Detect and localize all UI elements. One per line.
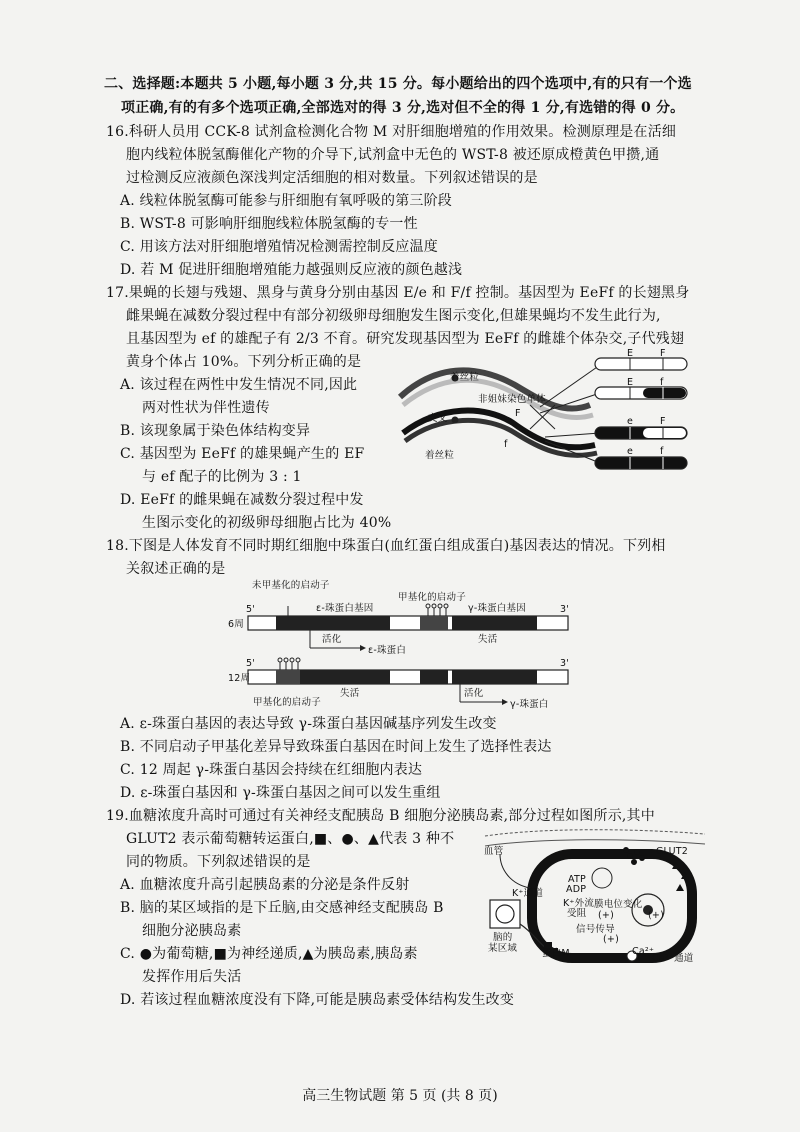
week12-5prime: 5' [246, 658, 256, 669]
q17-stem-line-4: 黄身个体占 10%。下列分析正确的是 [126, 354, 362, 370]
q19-option-b: B. 脑的某区域指的是下丘脑,由交感神经支配胰岛 B [120, 900, 444, 916]
ca-channel-label: Ca²⁺通道 [652, 953, 694, 964]
q17-stem-line-3: 且基因型为 ef 的雄配子有 2/3 不育。研究发现基因型为 EeFf 的雌雄个体杂交,子代残翅 [126, 331, 685, 347]
q17-stem-line-2: 雌果蝇在减数分裂过程中有部分初级卵母细胞发生图示变化,但雄果蝇均不发生此行为, [126, 308, 661, 324]
q19-option-a: A. 血糖浓度升高引起胰岛素的分泌是条件反射 [120, 877, 410, 893]
q16-stem-line-1: 16.科研人员用 CCK-8 试剂盒检测化合物 M 对肝细胞增殖的作用效果。检测原理是在活细 [106, 124, 677, 140]
gamma-protein-label: γ-珠蛋白 [510, 699, 549, 710]
chromatid-3-left: e [627, 416, 634, 427]
q17-option-b: B. 该现象属于染色体结构变异 [120, 423, 311, 439]
week12-label: 12周 [228, 673, 251, 684]
brain-region-label-1: 脑的 [493, 932, 513, 943]
q16-option-a: A. 线粒体脱氢酶可能参与肝细胞有氧呼吸的第三阶段 [120, 193, 453, 209]
k-outflow-label: K⁺外流 [563, 898, 595, 909]
q16-stem-line-3: 过检测反应液颜色深浅判定活细胞的相对数量。下列叙述错误的是 [126, 170, 538, 186]
chromatid-EF [595, 358, 687, 370]
page-footer: 高三生物试题 第 5 页 (共 8 页) [302, 1088, 498, 1104]
label-nonsister-chromatid: 非姐妹染色单体 [478, 394, 546, 405]
q17-option-a: A. 该过程在两性中发生情况不同,因此 [120, 377, 358, 393]
q16-option-b: B. WST-8 可影响肝细胞线粒体脱氢酶的专一性 [120, 216, 418, 232]
week12-activate: 活化 [464, 688, 484, 699]
chromatid-4-left: e [627, 446, 634, 457]
blood-vessel-wall [485, 830, 705, 836]
brain-region-box [490, 900, 520, 928]
chromatid-2-left: E [627, 377, 634, 388]
signal-label: 信号传导 [576, 924, 615, 935]
q17-option-a-cont: 两对性状为伴性遗传 [142, 400, 270, 416]
q16-option-d: D. 若 M 促进肝细胞增殖能力越强则反应液的颜色越浅 [120, 262, 463, 278]
unmethylated-promoter-label: 未甲基化的启动子 [252, 580, 330, 591]
week12-3prime: 3' [560, 658, 570, 669]
chromatid-3-right: F [660, 416, 666, 427]
glut2-label: GLUT2 [656, 846, 688, 857]
q17-option-d-cont: 生图示变化的初级卵母细胞占比为 40% [142, 515, 392, 531]
q18-option-a: A. ε-珠蛋白基因的表达导致 γ-珠蛋白基因碱基序列发生改变 [120, 716, 497, 732]
methylated-promoter-label: 甲基化的启动子 [398, 592, 466, 603]
q18-option-c: C. 12 周起 γ-珠蛋白基因会持续在红细胞内表达 [120, 762, 423, 778]
week6-inactive: 失活 [478, 634, 498, 645]
q16-stem-line-2: 胞内线粒体脱氢酶催化产物的介导下,试剂盒中无色的 WST-8 被还原成橙黄色甲攒,通 [126, 147, 660, 163]
q19-option-c-cont: 发挥作用后失活 [142, 969, 242, 985]
q18-stem-line-1: 18.下图是人体发育不同时期红细胞中珠蛋白(血红蛋白组成蛋白)基因表达的情况。下列相 [106, 538, 666, 554]
chromatid-ef [595, 457, 687, 469]
adp-label: ADP [566, 884, 587, 895]
blocked-label: 受阻 [567, 908, 587, 919]
plus-1: (+) [598, 910, 614, 921]
section-header-line-2: 项正确,有的有多个选项正确,全部选对的得 3 分,选对但不全的得 1 分,有选错的得 0 分。 [121, 100, 685, 116]
protein-m-label: 蛋白M [542, 948, 570, 959]
week6-3prime: 3' [560, 604, 570, 615]
chromatid-4-right: f [660, 446, 664, 457]
week6-label: 6周 [228, 619, 244, 630]
q18-stem-line-2: 关叙述正确的是 [126, 561, 226, 577]
blood-vessel-label: 血管 [484, 846, 504, 857]
week6-activate: 活化 [322, 634, 342, 645]
brain-region-label-2: 某区域 [488, 943, 518, 954]
epsilon-gene-label: ε-珠蛋白基因 [316, 603, 374, 614]
membrane-potential-label: 膜电位变化 [594, 899, 643, 910]
week12-inactive: 失活 [340, 688, 360, 699]
q19-stem-line-1: 19.血糖浓度升高时可通过有关神经支配胰岛 B 细胞分泌胰岛素,部分过程如图所示,其中 [106, 808, 655, 824]
gene-F-label: F [515, 408, 521, 419]
gene-f-label: f [504, 439, 508, 450]
plus-3: (+) [603, 934, 619, 945]
q17-option-c-cont: 与 ef 配子的比例为 3 : 1 [142, 469, 302, 485]
q17-option-d: D. EeFf 的雌果蝇在减数分裂过程中发 [120, 492, 364, 508]
plus-2: (+) [648, 910, 664, 921]
q18-option-d: D. ε-珠蛋白基因和 γ-珠蛋白基因之间可以发生重组 [120, 785, 441, 801]
methylated-promoter-bottom-label: 甲基化的启动子 [253, 697, 321, 708]
q19-stem-line-3: 同的物质。下列叙述错误的是 [126, 854, 311, 870]
q17-stem-line-1: 17.果蝇的长翅与残翅、黑身与黄身分别由基因 E/e 和 F/f 控制。基因型为 EeFf 的长翅黑身 [106, 285, 690, 301]
q19-option-d: D. 若该过程血糖浓度没有下降,可能是胰岛素受体结构发生改变 [120, 992, 515, 1008]
ca-label: Ca²⁺ [632, 946, 655, 957]
label-centromere-top: 着丝粒 [450, 372, 480, 383]
chromatid-1-left: E [627, 348, 634, 359]
q18-option-b: B. 不同启动子甲基化差异导致珠蛋白基因在时间上发生了选择性表达 [120, 739, 552, 755]
q19-option-c: C. ●为葡萄糖,■为神经递质,▲为胰岛素,胰岛素 [120, 946, 418, 962]
gamma-gene-label: γ-珠蛋白基因 [468, 603, 526, 614]
chromatid-1-right: F [660, 348, 666, 359]
section-header-line-1: 二、选择题:本题共 5 小题,每小题 3 分,共 15 分。每小题给出的四个选项中,有的只有一个选 [104, 76, 692, 92]
q19-stem-line-2: GLUT2 表示葡萄糖转运蛋白,■、●、▲代表 3 种不 [126, 831, 455, 847]
label-crossover: 交叉 [428, 413, 448, 424]
chromatid-Ef-dark-part [643, 388, 686, 398]
q19-option-b-cont: 细胞分泌胰岛素 [142, 923, 242, 939]
q17-option-c: C. 基因型为 EeFf 的雄果蝇产生的 EF [120, 446, 365, 462]
epsilon-protein-label: ε-珠蛋白 [368, 645, 407, 656]
k-channel-label: K⁺通道 [512, 888, 544, 899]
week6-5prime: 5' [246, 604, 256, 615]
chromatid-2-right: f [660, 377, 664, 388]
q16-option-c: C. 用该方法对肝细胞增殖情况检测需控制反应温度 [120, 239, 438, 255]
atp-label: ATP [568, 874, 586, 885]
label-centromere-bottom: 着丝粒 [425, 450, 455, 461]
centromere-bottom-dot [452, 417, 459, 424]
